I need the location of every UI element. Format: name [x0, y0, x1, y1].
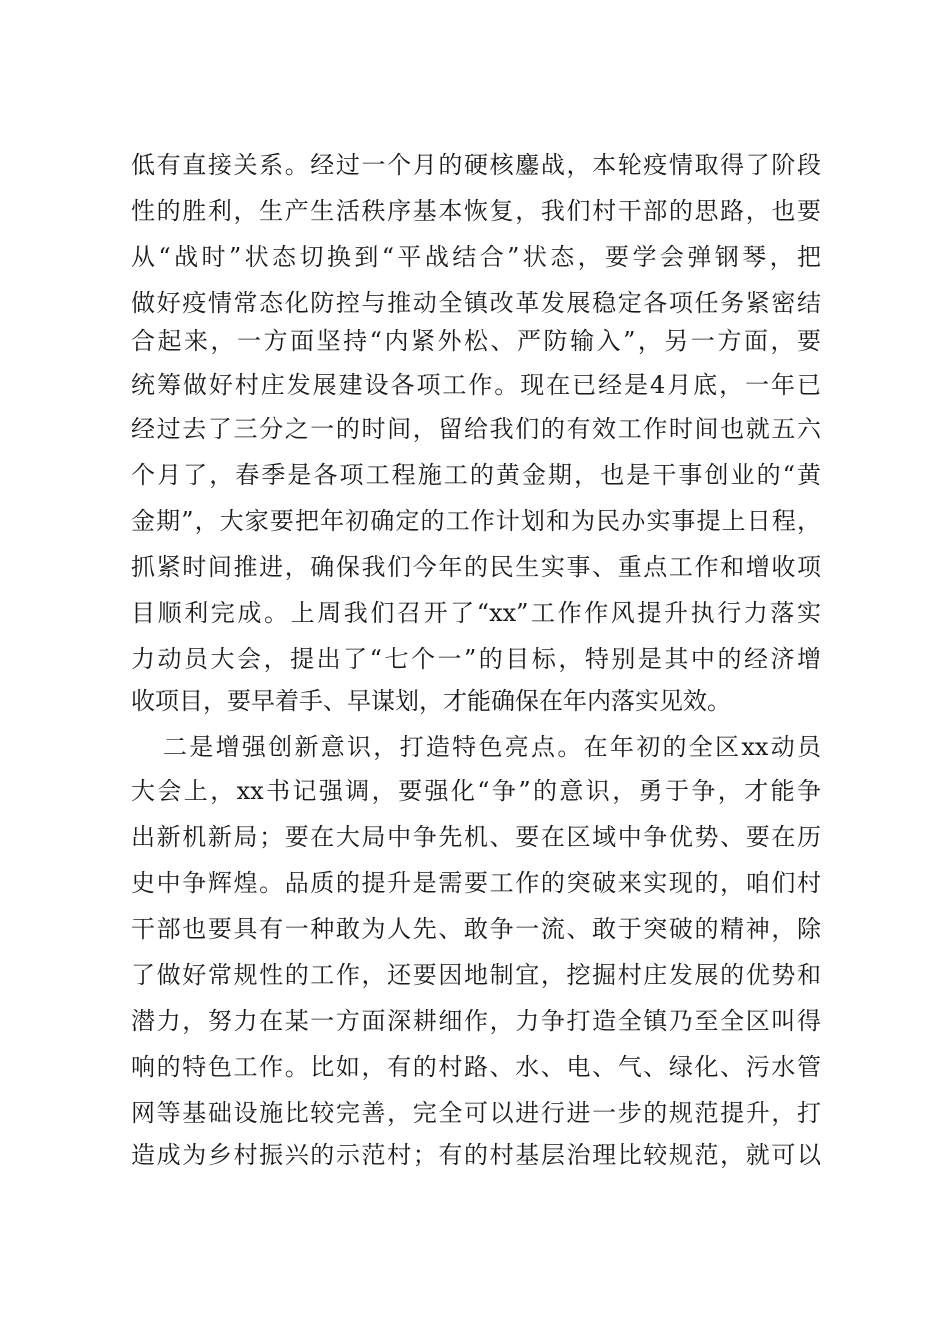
paragraph-1-line-1: 低有直接关系。经过一个月的硬核鏖战，本轮疫情取得了阶段	[131, 151, 821, 179]
paragraph-2-line-3: 出新机新局；要在大局中争先机、要在区域中争优势、要在历	[131, 823, 821, 851]
paragraph-1-line-6: 统筹做好村庄发展建设各项工作。现在已经是4月底，一年已	[131, 371, 821, 399]
paragraph-2-line-4: 史中争辉煌。品质的提升是需要工作的突破来实现的，咱们村	[131, 869, 821, 897]
paragraph-1-line-2: 性的胜利，生产生活秩序基本恢复，我们村干部的思路，也要	[131, 197, 821, 225]
paragraph-1-line-9: 金期”，大家要把年初确定的工作计划和为民办实事提上日程，	[131, 507, 821, 535]
paragraph-2-line-2: 大会上，xx书记强调，要强化“争”的意识，勇于争，才能争	[131, 777, 821, 805]
paragraph-2-line-6: 了做好常规性的工作，还要因地制宜，挖掘村庄发展的优势和	[131, 961, 821, 989]
paragraph-1-line-10: 抓紧时间推进，确保我们今年的民生实事、重点工作和增收项	[131, 553, 821, 581]
paragraph-2-line-8: 响的特色工作。比如，有的村路、水、电、气、绿化、污水管	[131, 1053, 821, 1081]
paragraph-2-line-1: 二是增强创新意识，打造特色亮点。在年初的全区xx动员	[163, 733, 821, 761]
paragraph-2-line-9: 网等基础设施比较完善，完全可以进行进一步的规范提升，打	[131, 1099, 821, 1127]
paragraph-1-line-4: 做好疫情常态化防控与推动全镇改革发展稳定各项任务紧密结	[131, 289, 821, 317]
paragraph-2-line-5: 干部也要具有一种敢为人先、敢争一流、敢于突破的精神，除	[131, 915, 821, 943]
paragraph-1-line-11: 目顺利完成。上周我们召开了“xx”工作作风提升执行力落实	[131, 599, 821, 627]
paragraph-1-line-13: 收项目，要早着手、早谋划，才能确保在年内落实见效。	[131, 687, 731, 715]
paragraph-1-line-12: 力动员大会，提出了“七个一”的目标，特别是其中的经济增	[131, 645, 821, 673]
paragraph-2-line-7: 潜力，努力在某一方面深耕细作，力争打造全镇乃至全区叫得	[131, 1007, 821, 1035]
paragraph-2-line-10: 造成为乡村振兴的示范村；有的村基层治理比较规范，就可以	[131, 1141, 821, 1169]
paragraph-1-line-3: 从“战时”状态切换到“平战结合”状态，要学会弹钢琴，把	[131, 243, 821, 271]
paragraph-1-line-8: 个月了，春季是各项工程施工的黄金期，也是干事创业的“黄	[131, 461, 821, 489]
paragraph-1-line-7: 经过去了三分之一的时间，留给我们的有效工作时间也就五六	[131, 415, 821, 443]
paragraph-1-line-5: 合起来，一方面坚持“内紧外松、严防输入”，另一方面，要	[131, 327, 821, 355]
